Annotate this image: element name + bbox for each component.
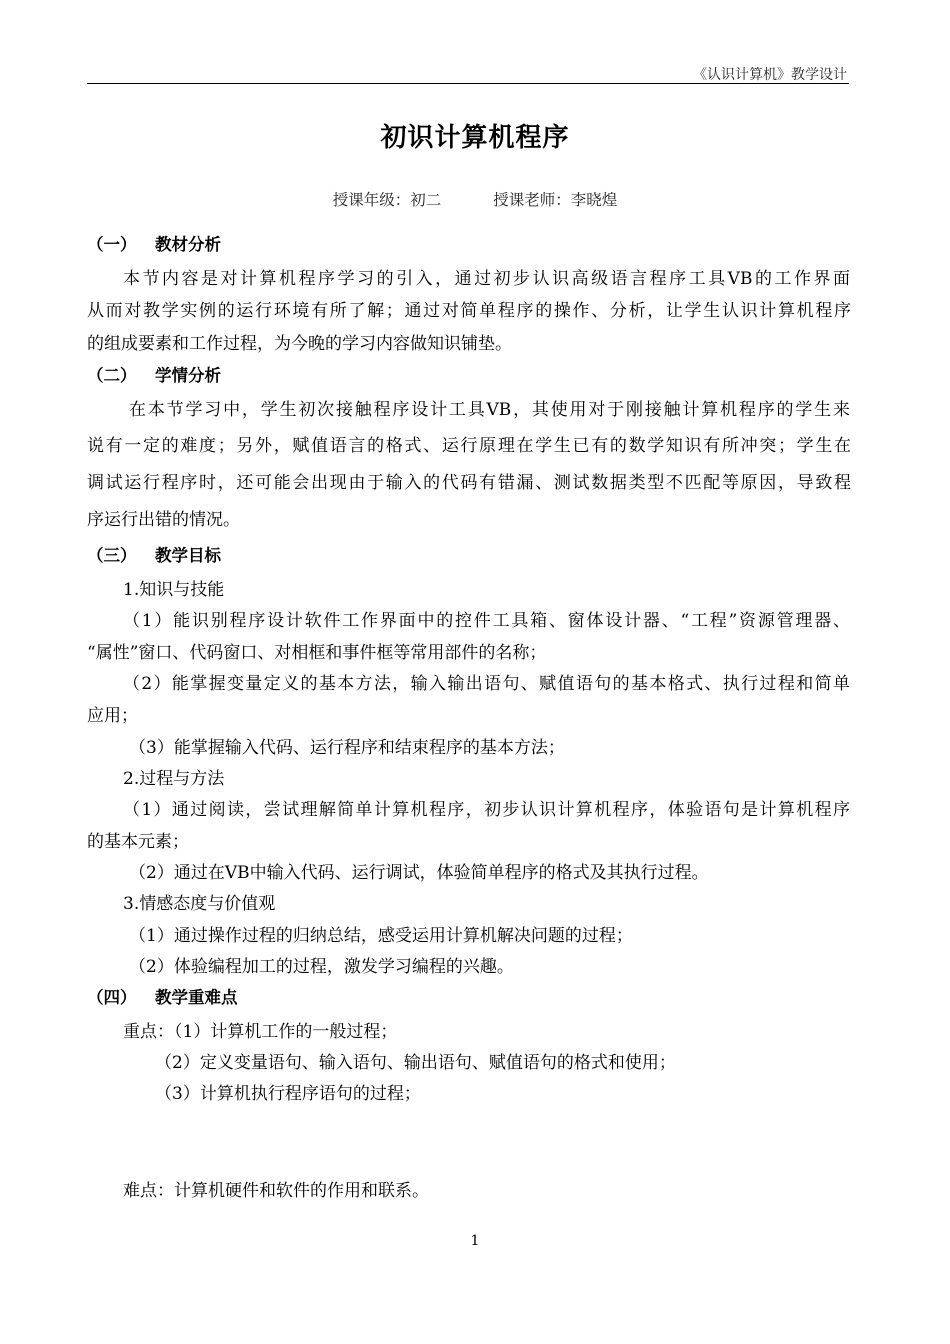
list-item: （2）体验编程加工的过程，激发学习编程的兴趣。: [129, 957, 514, 977]
section-number: （四）: [87, 988, 137, 1007]
section-title: 教材分析: [155, 235, 221, 254]
subheading-line: 3.情感态度与价值观: [123, 894, 276, 914]
section-heading: [87, 544, 851, 568]
page-number: 1: [470, 1233, 480, 1249]
section-heading: [87, 364, 851, 388]
list-item: （1）通过阅读，尝试理解简单计算机程序，初步认识计算机程序，体验语句是计算机程序: [123, 800, 850, 820]
section-heading: [87, 986, 851, 1010]
list-item: （3）能掌握输入代码、运行程序和结束程序的基本方法；: [129, 738, 565, 758]
key-point-line: （2）定义变量语句、输入语句、输出语句、赋值语句的格式和使用；: [155, 1053, 676, 1073]
paragraph-line: 本节内容是对计算机程序学习的引入，通过初步认识高级语言程序工具VB的工作界面: [123, 269, 850, 289]
list-item: “属性”窗口、代码窗口、对相框和事件框等常用部件的名称；: [87, 643, 547, 663]
key-point-line: 重点：（1）计算机工作的一般过程；: [123, 1022, 398, 1042]
list-item: （2）通过在VB中输入代码、运行调试，体验简单程序的格式及其执行过程。: [129, 863, 709, 883]
section-number: （一）: [87, 235, 137, 254]
paragraph-line: 从而对教学实例的运行环境有所了解；通过对简单程序的操作、分析，让学生认识计算机程序: [87, 301, 851, 321]
paragraph-line: 的组成要素和工作过程，为今晚的学习内容做知识铺垫。: [87, 334, 512, 354]
section-number: （三）: [87, 546, 137, 565]
running-header: 《认识计算机》教学设计: [693, 67, 847, 83]
paragraph-line: 说有一定的难度；另外，赋值语言的格式、运行原理在学生已有的数学知识有所冲突；学生在: [87, 436, 851, 456]
header-divider: [87, 83, 849, 84]
subheading-line: 1.知识与技能: [123, 580, 225, 600]
section-number: （二）: [87, 366, 137, 385]
grade-label: 授课年级：初二: [332, 191, 442, 209]
section-title: 教学重难点: [155, 988, 238, 1007]
difficulty-line: 难点：计算机硬件和软件的作用和联系。: [123, 1181, 429, 1201]
list-item: 应用；: [87, 706, 138, 726]
teacher-label: 授课老师：李晓煌: [493, 191, 618, 209]
section-title: 教学目标: [155, 546, 221, 565]
list-item: （1）能识别程序设计软件工作界面中的控件工具箱、窗体设计器、“工程”资源管理器、: [123, 611, 850, 631]
list-item: （2）能掌握变量定义的基本方法，输入输出语句、赋值语句的基本格式、执行过程和简单: [123, 674, 850, 694]
section-heading: [87, 233, 851, 257]
section-title: 学情分析: [155, 366, 221, 385]
key-point-line: （3）计算机执行程序语句的过程；: [155, 1084, 421, 1104]
document-title: 初识计算机程序: [380, 123, 570, 153]
paragraph-line: 调试运行程序时，还可能会出现由于输入的代码有错漏、测试数据类型不匹配等原因，导致程: [87, 473, 851, 493]
paragraph-line: 在本节学习中，学生初次接触程序设计工具VB，其使用对于刚接触计算机程序的学生来: [129, 400, 850, 420]
list-item: （1）通过操作过程的归纳总结，感受运用计算机解决问题的过程；: [129, 926, 633, 946]
course-meta: [0, 188, 950, 210]
subheading-line: 2.过程与方法: [123, 769, 225, 789]
list-item: 的基本元素；: [87, 832, 189, 852]
paragraph-line: 序运行出错的情况。: [87, 510, 240, 530]
